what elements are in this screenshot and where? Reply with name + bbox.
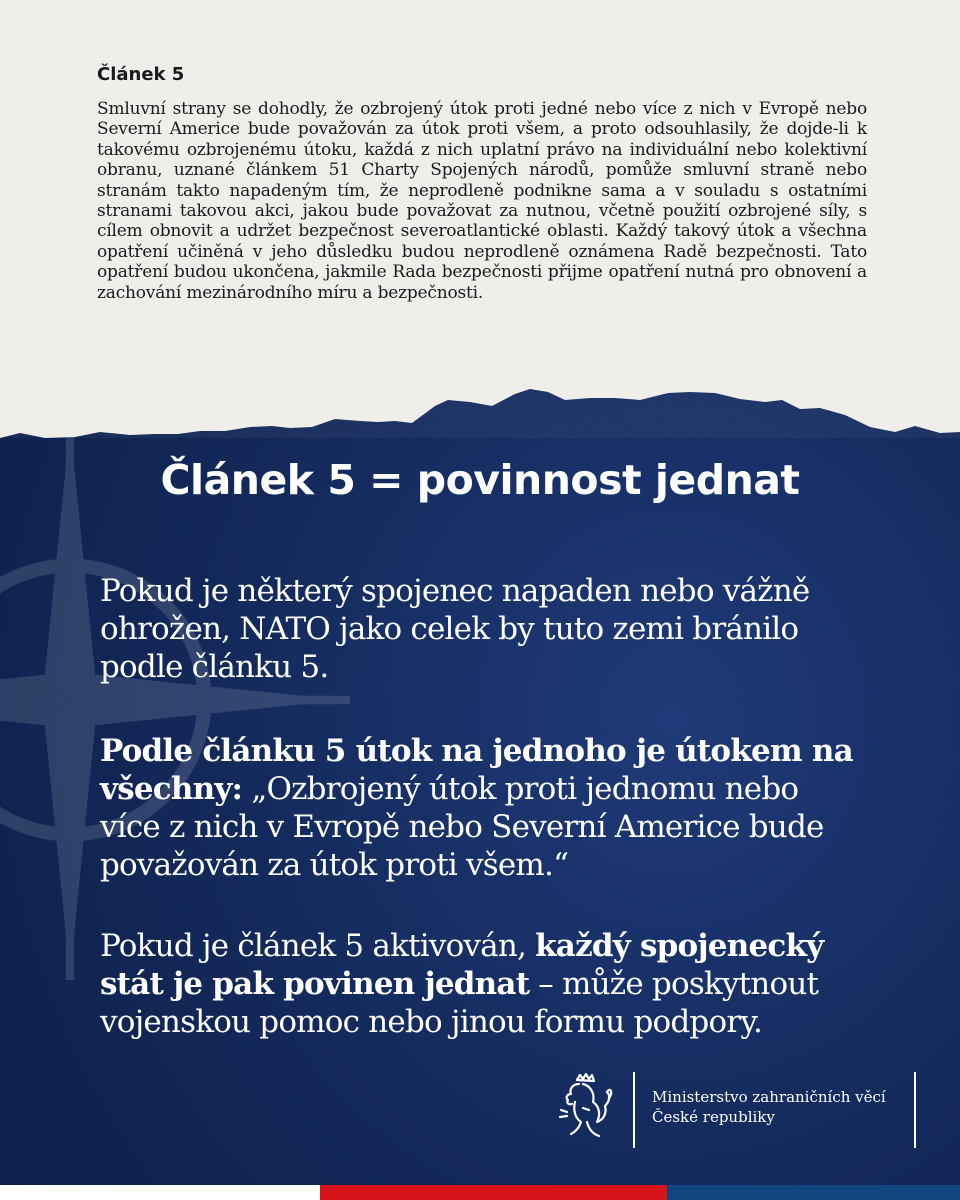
- flag-blue-segment: [667, 1185, 960, 1200]
- paragraph-attack-on-all-quote: „Ozbrojený útok proti jednomu nebo více z nich v Evropě nebo Severní Americe bude považován za útok proti všem.“: [100, 771, 824, 883]
- ministry-line-1: Ministerstvo zahraničních věcí: [652, 1088, 886, 1106]
- paragraph-obligation-bold: každý spojenecký stát je pak povinen jednat: [100, 928, 824, 1002]
- footer-divider-right: [914, 1072, 916, 1148]
- paragraph-obligation-start: Pokud je článek 5 aktivován,: [100, 928, 536, 964]
- czech-flag-strip: [0, 1185, 960, 1200]
- ministry-name: [652, 1087, 886, 1127]
- flag-white-segment: [0, 1185, 320, 1200]
- main-title: Článek 5 = povinnost jednat: [160, 456, 800, 504]
- paragraph-nato-defense: Pokud je některý spojenec napaden nebo vážně ohrožen, NATO jako celek by tuto zemi bránilo podle článku 5.: [100, 573, 810, 685]
- ministry-line-2: České republiky: [652, 1108, 775, 1126]
- footer-divider-left: [633, 1072, 635, 1148]
- czech-lion-emblem-icon: [553, 1072, 617, 1148]
- nato-compass-icon: [0, 420, 350, 980]
- paragraph-attack-on-all: [100, 732, 860, 884]
- article-heading: Článek 5: [97, 64, 185, 85]
- article-5-text: Smluvní strany se dohodly, že ozbrojený útok proti jedné nebo více z nich v Evropě nebo Severní Americe bude považován za útok proti všem, a proto odsouhlasily, že dojde-li k takovému ozbrojenému útoku, každá z nich uplatní právo na individuální nebo kolektivní obranu, uznané článkem 51 Charty Spojených národů, pomůže smluvní straně nebo stranám takto napadeným tím, že neprodleně podnikne sama a v souladu s ostatními stranami takovou akci, jakou bude považovat za nutnou, včetně použití ozbrojené síly, s cílem obnovit a udržet bezpečnost severoatlantické oblasti. Každý takový útok a všechna opatření učiněná v jeho důsledku budou neprodleně oznámena Radě bezpečnosti. Tato opatření budou ukončena, jakmile Rada bezpečnosti přijme opatření nutná pro obnovení a zachování mezinárodního míru a bezpečnosti.: [97, 99, 867, 303]
- paragraph-obligation: [100, 927, 860, 1041]
- paragraph-attack-on-all-bold: Podle článku 5 útok na jednoho je útokem na všechny:: [100, 733, 853, 807]
- paragraph-obligation-end: – může poskytnout vojenskou pomoc nebo jinou formu podpory.: [100, 966, 819, 1040]
- flag-red-segment: [320, 1185, 667, 1200]
